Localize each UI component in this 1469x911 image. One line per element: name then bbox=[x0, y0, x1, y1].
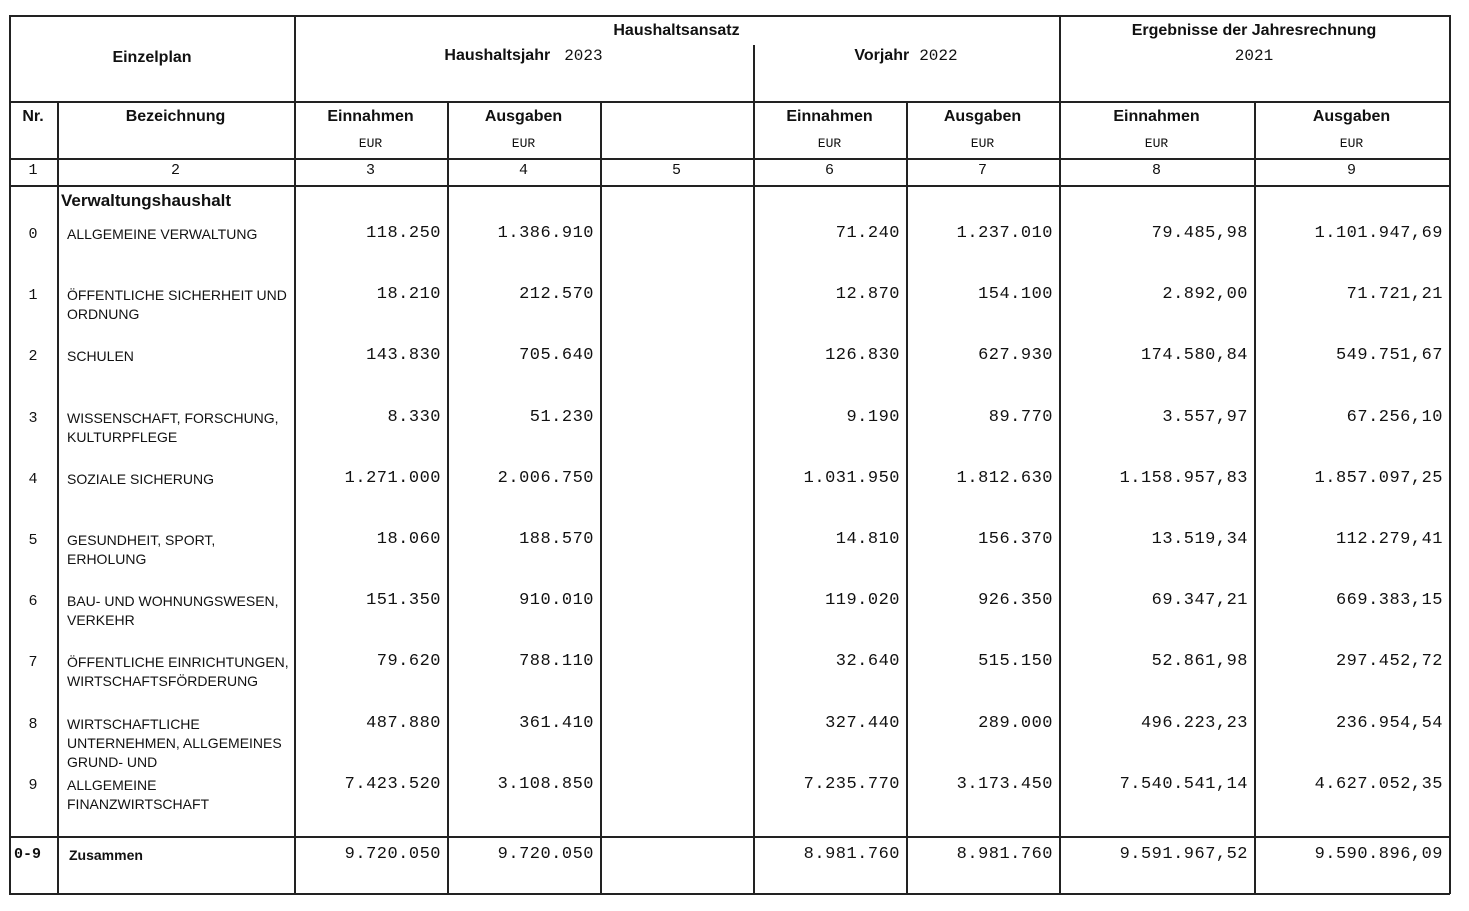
vorjahr-label: Vorjahr bbox=[854, 47, 910, 64]
cell-ausgaben-2022: 515.150 bbox=[978, 652, 1053, 671]
row-nr: 9 bbox=[28, 777, 38, 794]
cell-einnahmen-2022: 327.440 bbox=[825, 714, 900, 733]
cell-ausgaben-2021: 71.721,21 bbox=[1346, 285, 1443, 304]
cell-einnahmen-2021: 79.485,98 bbox=[1151, 224, 1248, 243]
cell-einnahmen-2021: 52.861,98 bbox=[1151, 652, 1248, 671]
cell-einnahmen-2023: 18.210 bbox=[376, 285, 441, 304]
currency-label: EUR bbox=[817, 136, 842, 151]
haushaltsansatz-header: Haushaltsansatz bbox=[613, 22, 740, 39]
cell-ausgaben-2021: 112.279,41 bbox=[1335, 530, 1443, 549]
total-ausgaben-2021: 9.590.896,09 bbox=[1314, 845, 1443, 864]
cell-einnahmen-2023: 79.620 bbox=[376, 652, 441, 671]
row-label: GESUNDHEIT, SPORT, ERHOLUNG bbox=[67, 532, 216, 567]
cell-ausgaben-2022: 1.237.010 bbox=[956, 224, 1053, 243]
cell-einnahmen-2021: 7.540.541,14 bbox=[1119, 775, 1248, 794]
total-ausgaben-2022: 8.981.760 bbox=[956, 845, 1053, 864]
total-nr: 0-9 bbox=[14, 846, 42, 863]
einnahmen-2021-header: Einnahmen bbox=[1113, 108, 1200, 125]
column-number: 8 bbox=[1151, 162, 1161, 179]
column-number: 2 bbox=[170, 162, 180, 179]
ergebnisse-year: 2021 bbox=[1234, 47, 1274, 65]
row-label: SCHULEN bbox=[67, 348, 134, 364]
cell-ausgaben-2023: 51.230 bbox=[529, 408, 594, 427]
row-nr: 0 bbox=[28, 226, 38, 243]
cell-einnahmen-2022: 12.870 bbox=[835, 285, 900, 304]
cell-einnahmen-2022: 1.031.950 bbox=[803, 469, 900, 488]
cell-einnahmen-2022: 126.830 bbox=[825, 346, 900, 365]
cell-ausgaben-2022: 627.930 bbox=[978, 346, 1053, 365]
currency-label: EUR bbox=[1144, 136, 1169, 151]
einnahmen-2022-header: Einnahmen bbox=[786, 108, 873, 125]
ergebnisse-header: Ergebnisse der Jahresrechnung bbox=[1131, 22, 1377, 39]
cell-ausgaben-2021: 1.101.947,69 bbox=[1314, 224, 1443, 243]
cell-ausgaben-2023: 361.410 bbox=[519, 714, 594, 733]
column-number: 1 bbox=[28, 162, 38, 179]
ausgaben-2021-header: Ausgaben bbox=[1312, 108, 1391, 125]
cell-ausgaben-2023: 2.006.750 bbox=[497, 469, 594, 488]
cell-einnahmen-2021: 3.557,97 bbox=[1162, 408, 1248, 427]
cell-ausgaben-2023: 705.640 bbox=[519, 346, 594, 365]
currency-label: EUR bbox=[511, 136, 536, 151]
column-number: 4 bbox=[518, 162, 528, 179]
row-nr: 7 bbox=[28, 654, 38, 671]
cell-ausgaben-2023: 910.010 bbox=[519, 591, 594, 610]
cell-ausgaben-2021: 236.954,54 bbox=[1335, 714, 1443, 733]
row-label: WISSENSCHAFT, FORSCHUNG, KULTURPFLEGE bbox=[67, 410, 279, 445]
cell-ausgaben-2022: 289.000 bbox=[978, 714, 1053, 733]
row-nr: 8 bbox=[28, 716, 38, 733]
row-nr: 2 bbox=[28, 348, 38, 365]
cell-einnahmen-2021: 496.223,23 bbox=[1140, 714, 1248, 733]
row-label: WIRTSCHAFTLICHE UNTERNEHMEN, ALLGEMEINES GRUND- UND bbox=[67, 716, 282, 770]
cell-einnahmen-2022: 119.020 bbox=[825, 591, 900, 610]
cell-einnahmen-2023: 7.423.520 bbox=[344, 775, 441, 794]
cell-ausgaben-2022: 1.812.630 bbox=[956, 469, 1053, 488]
cell-ausgaben-2021: 669.383,15 bbox=[1335, 591, 1443, 610]
cell-ausgaben-2022: 156.370 bbox=[978, 530, 1053, 549]
vorjahr-header bbox=[753, 47, 1059, 65]
row-label: ÖFFENTLICHE EINRICHTUNGEN, WIRTSCHAFTSFÖRDERUNG bbox=[67, 654, 289, 689]
haushaltsjahr-year: 2023 bbox=[564, 47, 603, 65]
nr-header: Nr. bbox=[22, 108, 44, 125]
column-number: 9 bbox=[1346, 162, 1356, 179]
cell-ausgaben-2021: 4.627.052,35 bbox=[1314, 775, 1443, 794]
row-label: ALLGEMEINE FINANZWIRTSCHAFT bbox=[67, 777, 210, 812]
row-label: SOZIALE SICHERUNG bbox=[67, 471, 215, 487]
row-nr: 4 bbox=[28, 471, 38, 488]
ausgaben-2022-header: Ausgaben bbox=[943, 108, 1022, 125]
cell-einnahmen-2023: 8.330 bbox=[387, 408, 441, 427]
cell-ausgaben-2023: 188.570 bbox=[519, 530, 594, 549]
cell-ausgaben-2022: 926.350 bbox=[978, 591, 1053, 610]
cell-ausgaben-2022: 3.173.450 bbox=[956, 775, 1053, 794]
total-ausgaben-2023: 9.720.050 bbox=[497, 845, 594, 864]
cell-einnahmen-2021: 2.892,00 bbox=[1162, 285, 1248, 304]
section-title: Verwaltungshaushalt bbox=[61, 191, 232, 210]
haushaltsjahr-label: Haushaltsjahr bbox=[444, 47, 551, 64]
total-einnahmen-2023: 9.720.050 bbox=[344, 845, 441, 864]
cell-einnahmen-2023: 1.271.000 bbox=[344, 469, 441, 488]
cell-ausgaben-2021: 1.857.097,25 bbox=[1314, 469, 1443, 488]
column-number: 6 bbox=[824, 162, 834, 179]
ausgaben-2023-header: Ausgaben bbox=[484, 108, 563, 125]
row-nr: 3 bbox=[28, 410, 38, 427]
cell-einnahmen-2023: 151.350 bbox=[366, 591, 441, 610]
column-number: 7 bbox=[977, 162, 987, 179]
vorjahr-year: 2022 bbox=[919, 47, 958, 65]
cell-ausgaben-2021: 67.256,10 bbox=[1346, 408, 1443, 427]
cell-ausgaben-2023: 1.386.910 bbox=[497, 224, 594, 243]
einnahmen-2023-header: Einnahmen bbox=[327, 108, 414, 125]
cell-ausgaben-2022: 89.770 bbox=[988, 408, 1053, 427]
cell-einnahmen-2022: 14.810 bbox=[835, 530, 900, 549]
column-number: 3 bbox=[365, 162, 375, 179]
cell-ausgaben-2021: 297.452,72 bbox=[1335, 652, 1443, 671]
cell-einnahmen-2022: 71.240 bbox=[835, 224, 900, 243]
total-einnahmen-2021: 9.591.967,52 bbox=[1119, 845, 1248, 864]
row-label: BAU- UND WOHNUNGSWESEN, VERKEHR bbox=[67, 593, 279, 628]
cell-einnahmen-2021: 13.519,34 bbox=[1151, 530, 1248, 549]
cell-ausgaben-2023: 212.570 bbox=[519, 285, 594, 304]
cell-ausgaben-2023: 788.110 bbox=[519, 652, 594, 671]
einzelplan-header: Einzelplan bbox=[112, 49, 192, 66]
cell-einnahmen-2022: 32.640 bbox=[835, 652, 900, 671]
column-number: 5 bbox=[671, 162, 681, 179]
row-label: ALLGEMEINE VERWALTUNG bbox=[67, 226, 258, 242]
cell-einnahmen-2022: 9.190 bbox=[846, 408, 900, 427]
row-nr: 5 bbox=[28, 532, 38, 549]
total-label: Zusammen bbox=[69, 847, 143, 863]
cell-einnahmen-2023: 18.060 bbox=[376, 530, 441, 549]
cell-ausgaben-2023: 3.108.850 bbox=[497, 775, 594, 794]
cell-einnahmen-2021: 1.158.957,83 bbox=[1119, 469, 1248, 488]
currency-label: EUR bbox=[970, 136, 995, 151]
row-nr: 1 bbox=[28, 287, 38, 304]
bezeichnung-header: Bezeichnung bbox=[125, 108, 226, 125]
row-label: ÖFFENTLICHE SICHERHEIT UND ORDNUNG bbox=[67, 287, 287, 322]
cell-ausgaben-2022: 154.100 bbox=[978, 285, 1053, 304]
cell-einnahmen-2021: 69.347,21 bbox=[1151, 591, 1248, 610]
total-einnahmen-2022: 8.981.760 bbox=[803, 845, 900, 864]
row-nr: 6 bbox=[28, 593, 38, 610]
haushaltsjahr-header bbox=[294, 47, 753, 65]
currency-label: EUR bbox=[1339, 136, 1364, 151]
cell-einnahmen-2023: 143.830 bbox=[366, 346, 441, 365]
cell-einnahmen-2023: 118.250 bbox=[366, 224, 441, 243]
cell-ausgaben-2021: 549.751,67 bbox=[1335, 346, 1443, 365]
cell-einnahmen-2022: 7.235.770 bbox=[803, 775, 900, 794]
currency-label: EUR bbox=[358, 136, 383, 151]
cell-einnahmen-2021: 174.580,84 bbox=[1140, 346, 1248, 365]
cell-einnahmen-2023: 487.880 bbox=[366, 714, 441, 733]
